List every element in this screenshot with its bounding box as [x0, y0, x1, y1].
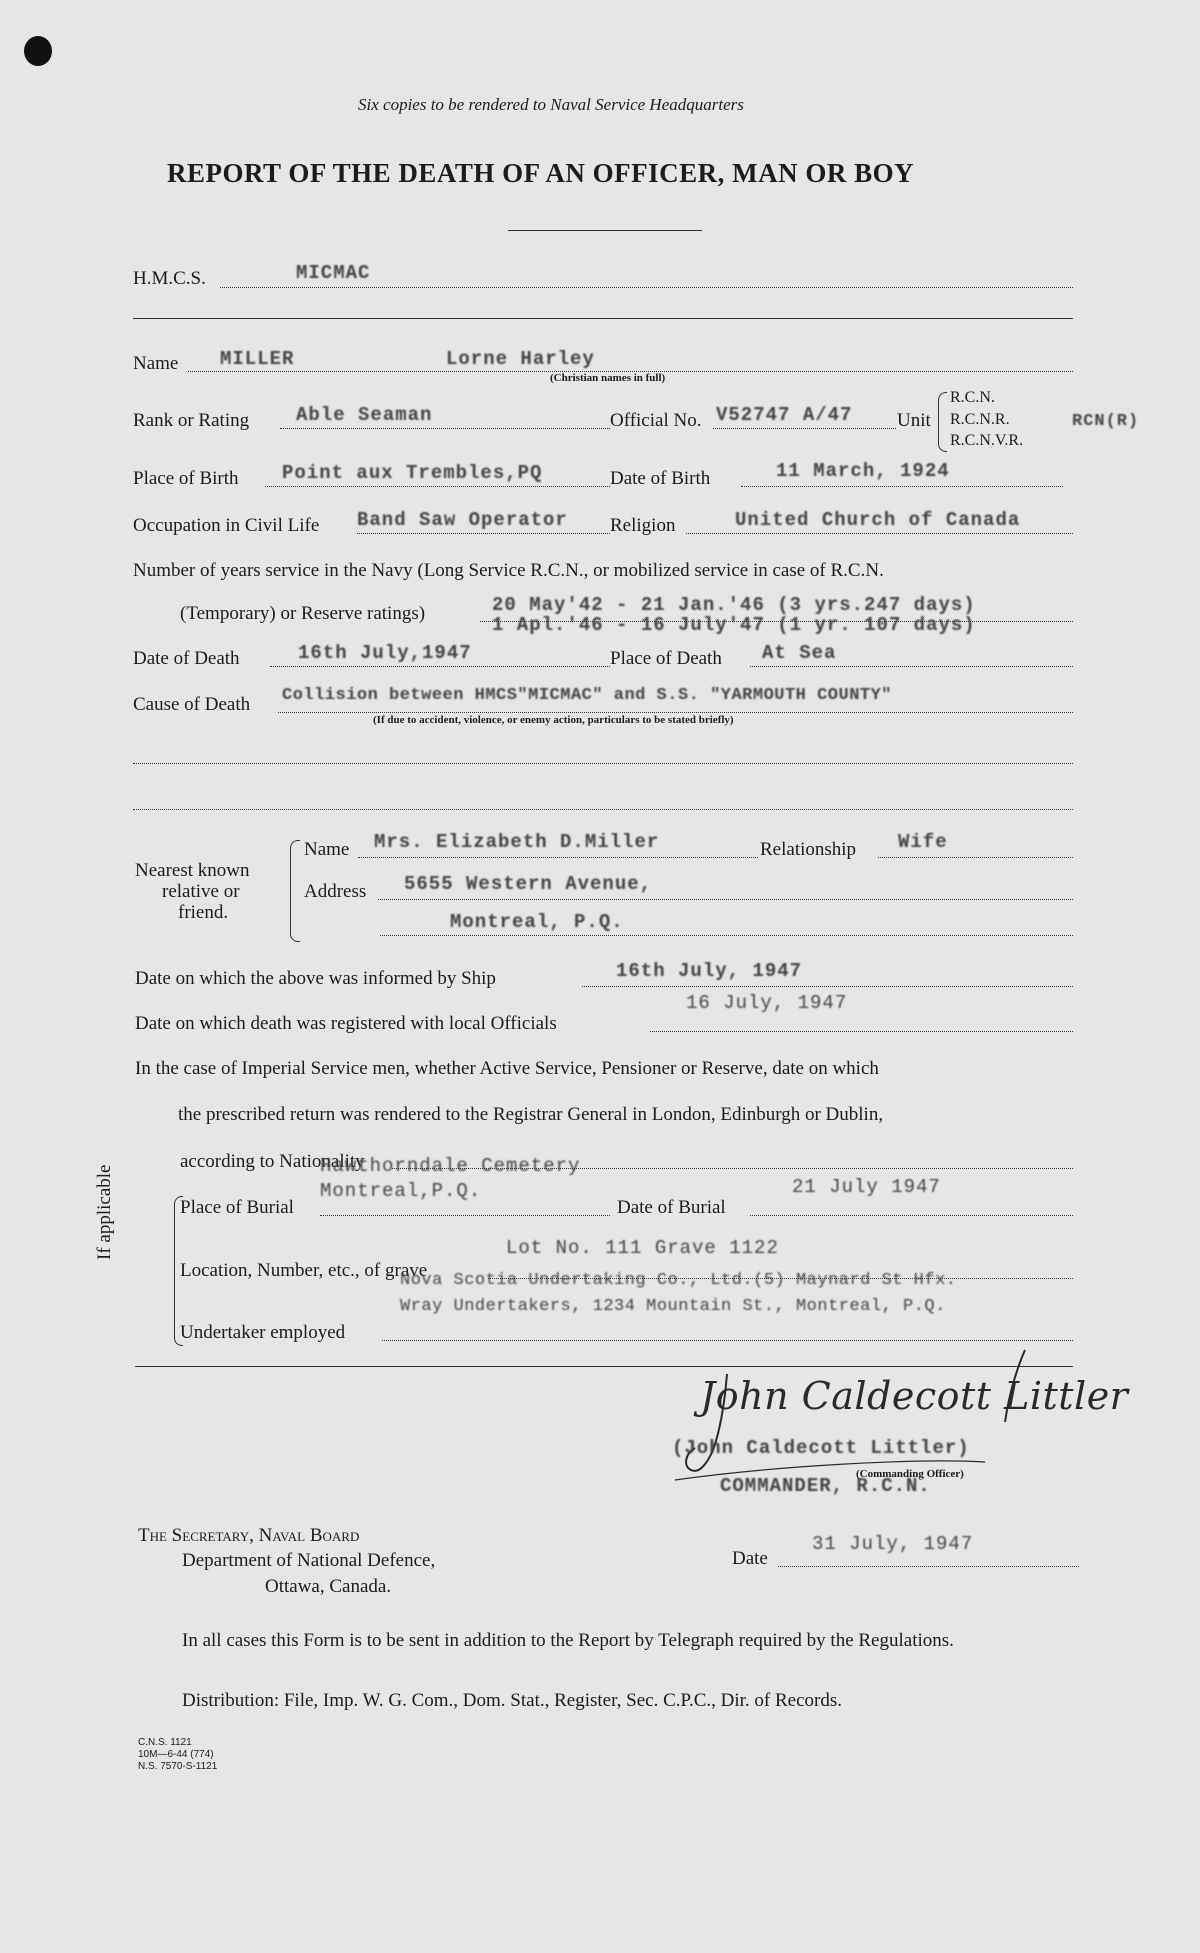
signature-script: John Caldecott Littler: [700, 1374, 1129, 1418]
relative-name-line: [358, 857, 758, 858]
address-line-1: [378, 899, 1073, 900]
christian-names-note: (Christian names in full): [550, 372, 666, 384]
name-label: Name: [133, 353, 179, 374]
distribution-note: Distribution: File, Imp. W. G. Com., Dom. Stat., Register, Sec. C.P.C., Dir. of Records.: [182, 1690, 843, 1711]
service-years-label-line1: Number of years service in the Navy (Long Service R.C.N., or mobilized service in case of R.C.N.: [133, 560, 884, 581]
registered-local-line: [650, 1031, 1073, 1032]
date-value: 31 July, 1947: [812, 1533, 974, 1555]
rank-line: [280, 428, 610, 429]
date-line: [778, 1566, 1079, 1567]
burial-date-label: Date of Burial: [617, 1197, 726, 1218]
unit-option-rcnvr: R.C.N.V.R.: [950, 432, 1024, 449]
signatory-typed-name: (John Caldecott Littler): [672, 1437, 970, 1459]
form-title: REPORT OF THE DEATH OF AN OFFICER, MAN OR BOY: [167, 158, 915, 188]
rank-value: Able Seaman: [296, 404, 433, 426]
relative-brace: [290, 840, 300, 942]
occupation-label: Occupation in Civil Life: [133, 515, 320, 536]
informed-by-ship-label: Date on which the above was informed by Ship: [135, 968, 496, 989]
registered-local-label: Date on which death was registered with local Officials: [135, 1013, 557, 1034]
burial-place-label: Place of Burial: [180, 1197, 294, 1218]
undertaker-value-line1: Nova Scotia Undertaking Co., Ltd.(5) Maynard St Hfx.: [400, 1271, 957, 1290]
date-of-birth-value: 11 March, 1924: [776, 460, 950, 482]
address-line-2: [380, 935, 1073, 936]
official-no-label: Official No.: [610, 410, 702, 431]
burial-place-value-line1: Hawthorndale Cemetery: [320, 1155, 581, 1177]
imperial-line2: the prescribed return was rendered to the Registrar General in London, Edinburgh or Dublin,: [178, 1104, 884, 1125]
imperial-line1: In the case of Imperial Service men, whether Active Service, Pensioner or Reserve, date on which: [135, 1058, 879, 1079]
imperial-line3: according to Nationality: [180, 1151, 365, 1172]
undertaker-value-line2: Wray Undertakers, 1234 Mountain St., Montreal, P.Q.: [400, 1297, 946, 1316]
addressee-line2: Department of National Defence,: [182, 1550, 436, 1571]
form-code-1: C.N.S. 1121: [138, 1737, 192, 1748]
signatory-title: COMMANDER, R.C.N.: [720, 1475, 931, 1497]
if-applicable-label: If applicable: [94, 1164, 115, 1260]
unit-option-rcnr: R.C.N.R.: [950, 411, 1010, 428]
burial-place-line: [320, 1215, 610, 1216]
official-no-line: [713, 428, 896, 429]
relative-group-label-2: relative or: [162, 881, 240, 902]
registered-local-value: 16 July, 1947: [686, 992, 848, 1014]
service-years-label-line2: (Temporary) or Reserve ratings): [180, 603, 426, 624]
copies-note: Six copies to be rendered to Naval Service Headquarters: [358, 95, 744, 114]
date-of-death-label: Date of Death: [133, 648, 240, 669]
place-of-death-line: [750, 666, 1073, 667]
unit-option-rcn: R.C.N.: [950, 389, 995, 406]
commanding-officer-note: (Commanding Officer): [856, 1468, 964, 1480]
relative-group-label-3: friend.: [178, 902, 229, 923]
addressee-line1: The Secretary, Naval Board: [138, 1525, 360, 1546]
date-of-death-line: [270, 666, 610, 667]
place-of-birth-value: Point aux Trembles,PQ: [282, 462, 543, 484]
hmcs-value: MICMAC: [296, 262, 371, 284]
surname-value: MILLER: [220, 348, 295, 370]
hmcs-line: [220, 287, 1073, 288]
unit-label: Unit: [897, 410, 931, 431]
cause-of-death-line: [278, 712, 1073, 713]
official-no-value: V52747 A/47: [716, 404, 853, 426]
occupation-value: Band Saw Operator: [357, 509, 568, 531]
place-of-birth-label: Place of Birth: [133, 468, 239, 489]
date-of-birth-label: Date of Birth: [610, 468, 711, 489]
punch-hole: [24, 36, 52, 66]
cause-of-death-note: (If due to accident, violence, or enemy action, particulars to be stated briefly): [373, 714, 734, 726]
religion-value: United Church of Canada: [735, 509, 1021, 531]
relative-name-label: Name: [304, 839, 350, 860]
address-value-line2: Montreal, P.Q.: [450, 911, 624, 933]
religion-line: [686, 533, 1073, 534]
separator-rule: [133, 318, 1073, 319]
form-code-2: 10M—6-44 (774): [138, 1749, 214, 1760]
service-years-value-line1: 20 May'42 - 21 Jan.'46 (3 yrs.247 days): [492, 594, 976, 616]
undertaker-label: Undertaker employed: [180, 1322, 346, 1343]
grave-location-value: Lot No. 111 Grave 1122: [506, 1237, 779, 1259]
place-of-birth-line: [265, 486, 610, 487]
cause-of-death-label: Cause of Death: [133, 694, 251, 715]
unit-value: RCN(R): [1072, 412, 1140, 431]
relative-group-label-1: Nearest known: [135, 860, 250, 881]
grave-location-label: Location, Number, etc., of grave: [180, 1260, 428, 1281]
relationship-line: [878, 857, 1073, 858]
hmcs-label: H.M.C.S.: [133, 268, 206, 289]
rank-label: Rank or Rating: [133, 410, 250, 431]
occupation-line: [357, 533, 610, 534]
religion-label: Religion: [610, 515, 676, 536]
cause-of-death-value: Collision between HMCS"MICMAC" and S.S. "YARMOUTH COUNTY": [282, 686, 892, 705]
place-of-death-label: Place of Death: [610, 648, 722, 669]
date-label: Date: [732, 1548, 768, 1569]
title-underline: [508, 230, 702, 231]
unit-brace: [938, 392, 947, 452]
informed-by-ship-line: [582, 986, 1073, 987]
cause-extra-line-1: [133, 763, 1073, 764]
addressee-line3: Ottawa, Canada.: [265, 1576, 392, 1597]
burial-place-value-line2: Montreal,P.Q.: [320, 1180, 482, 1202]
relative-name-value: Mrs. Elizabeth D.Miller: [374, 831, 660, 853]
informed-by-ship-value: 16th July, 1947: [616, 960, 803, 982]
relationship-label: Relationship: [760, 839, 857, 860]
place-of-death-value: At Sea: [762, 642, 837, 664]
given-names-value: Lorne Harley: [446, 348, 595, 370]
date-of-death-value: 16th July,1947: [298, 642, 472, 664]
address-label: Address: [304, 881, 367, 902]
service-years-value-line2: 1 Apl.'46 - 16 July'47 (1 yr. 107 days): [492, 614, 976, 636]
relationship-value: Wife: [898, 831, 948, 853]
burial-date-line: [750, 1215, 1073, 1216]
address-value-line1: 5655 Western Avenue,: [404, 873, 653, 895]
date-of-birth-line: [741, 486, 1063, 487]
footer-note: In all cases this Form is to be sent in addition to the Report by Telegraph required by the Regulations.: [182, 1630, 954, 1651]
form-code-3: N.S. 7570-S-1121: [138, 1761, 218, 1772]
cause-extra-line-2: [133, 809, 1073, 810]
burial-date-value: 21 July 1947: [792, 1176, 941, 1198]
